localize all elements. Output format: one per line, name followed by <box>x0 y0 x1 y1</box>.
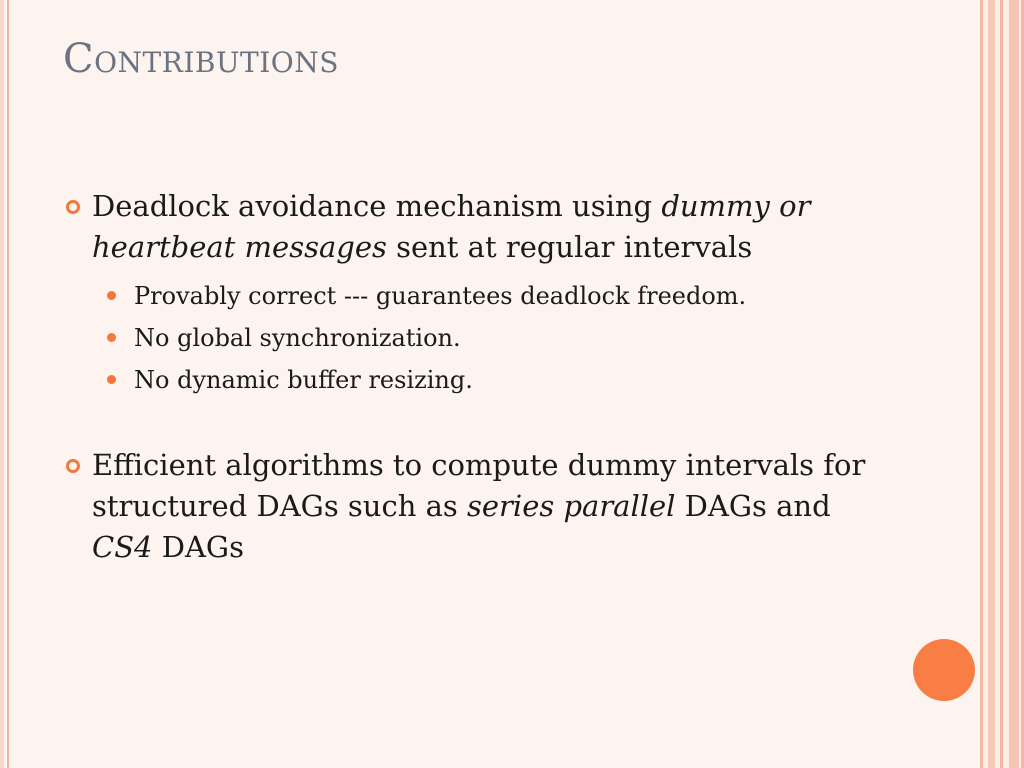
sub-bullet-text: No dynamic buffer resizing. <box>134 366 473 394</box>
spacer <box>62 401 882 445</box>
dot-bullet-icon <box>107 333 116 342</box>
right-border-stripe <box>1009 0 1019 768</box>
bullet-text <box>92 448 865 564</box>
sub-bullet-text: Provably correct --- guarantees deadlock freedom. <box>134 282 747 310</box>
left-border-stripe <box>0 0 4 768</box>
bullet-item <box>62 445 882 568</box>
sub-bullet-item <box>62 317 882 359</box>
bullet-text-part: DAGs <box>152 530 244 564</box>
left-border-stripe-thin <box>7 0 9 768</box>
sub-bullet-item <box>62 359 882 401</box>
bullet-text-part-italic: series parallel <box>467 489 676 523</box>
bullet-text-part: Efficient algorithms to compute dummy intervals for structured DAGs such as <box>92 448 866 523</box>
right-border-stripe <box>988 0 995 768</box>
sub-bullet-text: No global synchronization. <box>134 324 461 352</box>
right-border-stripe <box>980 0 983 768</box>
bullet-text-part-italic: dummy or heartbeat messages <box>92 189 811 264</box>
bullet-text-part-italic: CS4 <box>92 530 153 564</box>
bullet-text-part: DAGs and <box>675 489 831 523</box>
sub-bullet-list <box>62 275 882 401</box>
dot-bullet-icon <box>107 291 116 300</box>
ring-bullet-icon <box>66 200 80 214</box>
ring-bullet-icon <box>66 459 80 473</box>
right-border-stripe <box>1000 0 1003 768</box>
bullet-text-part: Deadlock avoidance mechanism using <box>92 189 662 223</box>
decorative-circle <box>913 639 975 701</box>
bullet-item <box>62 186 882 268</box>
slide-content <box>62 186 882 568</box>
bullet-text-part: sent at regular intervals <box>386 230 753 264</box>
slide-title: Contributions <box>63 36 339 82</box>
dot-bullet-icon <box>107 375 116 384</box>
bullet-text <box>92 189 810 264</box>
sub-bullet-item <box>62 275 882 317</box>
